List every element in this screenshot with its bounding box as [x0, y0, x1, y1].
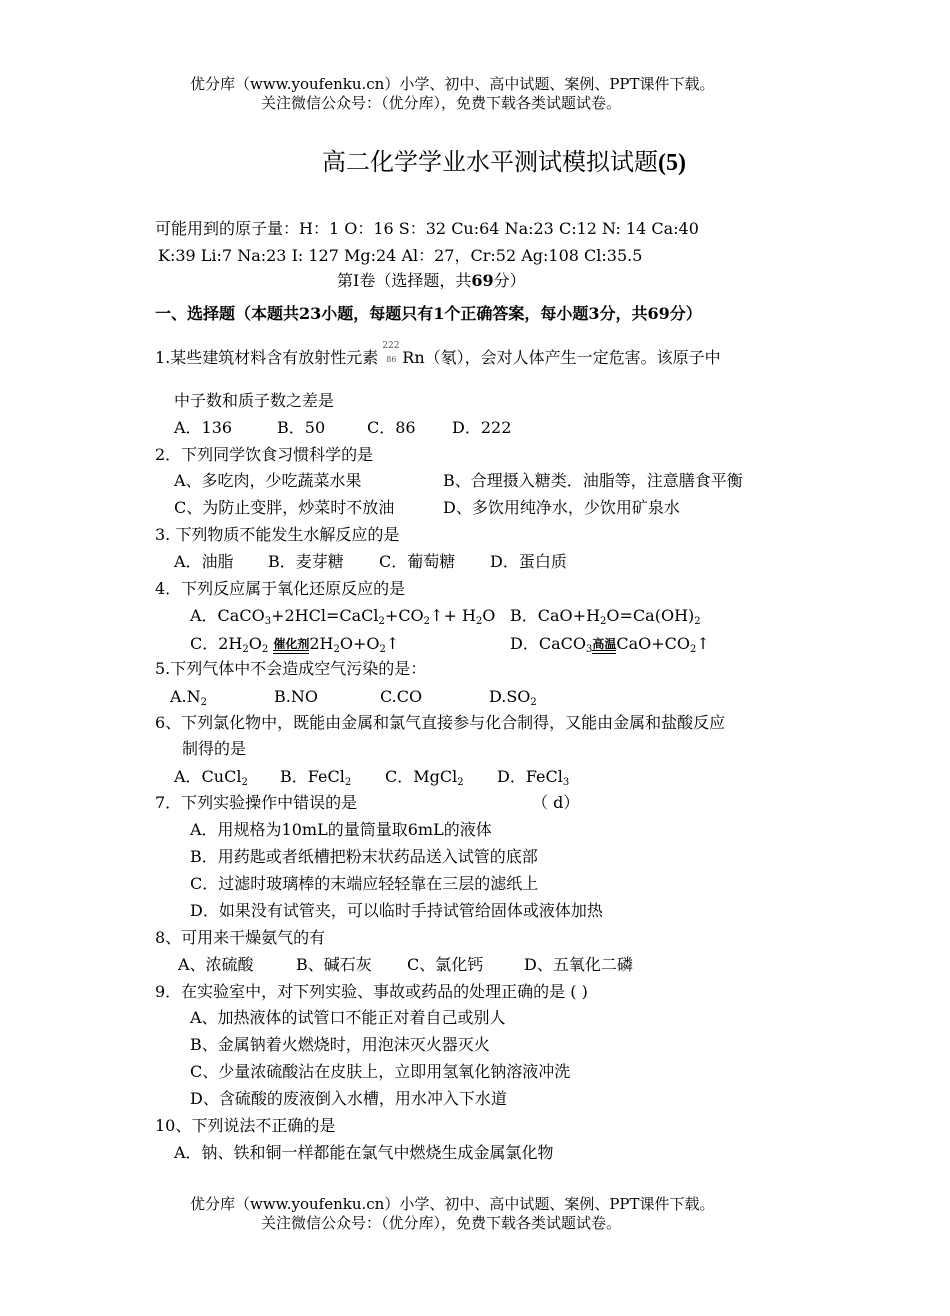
question-1-options — [174, 418, 511, 438]
question-4-option-d[interactable]: D．CaCO$_3$ 高温 $CaO+CO_2↑$ — [510, 634, 710, 655]
section-heading: 一、选择题（本题共23小题，每题只有1个正确答案，每小题3分，共69分） — [155, 304, 702, 323]
question-4-option-a[interactable]: A．$CaCO_3+2HCl=CaCl_2+CO_2↑+ H_2O$ — [190, 606, 496, 627]
question-2-option-c[interactable]: C、为防止变胖，炒菜时不放油 — [174, 498, 395, 517]
question-10-stem: 10、下列说法不正确的是 — [155, 1116, 336, 1135]
question-9-option-a[interactable]: A、加热液体的试管口不能正对着自己或别人 — [190, 1008, 506, 1027]
question-7-option-c[interactable]: C．过滤时玻璃棒的末端应轻轻靠在三层的滤纸上 — [190, 874, 539, 893]
option[interactable]: A．136 — [174, 418, 233, 437]
question-9-stem: 9．在实验室中，对下列实验、事故或药品的处理正确的是 ( ) — [155, 982, 588, 1001]
volume-heading: 第Ⅰ卷（选择题，共69分） — [337, 271, 526, 290]
option[interactable]: A、浓硫酸 — [178, 955, 254, 974]
option[interactable]: C．葡萄糖 — [379, 552, 456, 571]
question-2-option-d[interactable]: D、多饮用纯净水，少饮用矿泉水 — [443, 498, 680, 517]
footer-line-2: 关注微信公众号：（优分库），免费下载各类试题试卷。 — [261, 1214, 622, 1232]
question-3-options — [174, 552, 567, 572]
question-10-option-a[interactable]: A．钠、铁和铜一样都能在氯气中燃烧生成金属氯化物 — [174, 1143, 554, 1162]
question-9-option-d[interactable]: D、含硫酸的废液倒入水槽，用水冲入下水道 — [190, 1089, 507, 1108]
question-3-stem: 3. 下列物质不能发生水解反应的是 — [155, 525, 400, 544]
question-2-stem: 2．下列同学饮食习惯科学的是 — [155, 445, 374, 464]
option[interactable]: B．FeCl$_2$ — [280, 767, 352, 788]
header-line-2: 关注微信公众号：（优分库），免费下载各类试题试卷。 — [261, 94, 622, 112]
option[interactable]: A．CuCl$_2$ — [174, 767, 248, 788]
option[interactable]: C．86 — [367, 418, 416, 437]
option[interactable]: $A.N_2$ — [170, 687, 208, 708]
option[interactable]: B.NO — [274, 687, 318, 706]
option[interactable]: D、五氧化二磷 — [524, 955, 633, 974]
question-7-option-b[interactable]: B．用药匙或者纸槽把粉末状药品送入试管的底部 — [190, 847, 538, 866]
question-1-stem: 1.某些建筑材料含有放射性元素 222 86 Rn（氡），会对人体产生一定危害。该原子中 — [155, 341, 721, 367]
option[interactable]: $D.SO_2$ — [489, 687, 537, 708]
option[interactable]: D．蛋白质 — [490, 552, 567, 571]
atomic-masses-line-2: K:39 Li:7 Na:23 I: 127 Mg:24 Al：27，Cr:52 Ag:108 Cl:35.5 — [158, 246, 643, 265]
question-7-option-a[interactable]: A．用规格为10mL的量筒量取6mL的液体 — [190, 820, 492, 839]
question-7-option-d[interactable]: D．如果没有试管夹，可以临时手持试管给固体或液体加热 — [190, 901, 603, 920]
question-8-options — [178, 955, 633, 975]
question-5-stem: 5.下列气体中不会造成空气污染的是： — [155, 659, 427, 678]
footer-line-1: 优分库（www.youfenku.cn）小学、初中、高中试题、案例、PPT课件下载。 — [190, 1195, 715, 1213]
question-4-option-c[interactable]: C．$2H_2O_2$ 催化剂 $2H_2O+O_2↑$ — [190, 634, 400, 655]
question-4-option-b[interactable]: B．$CaO+H_2O=Ca(OH)_2$ — [510, 606, 701, 627]
atomic-masses-line-1: 可能用到的原子量：H：1 O：16 S：32 Cu:64 Na:23 C:12 N: 14 Ca:40 — [155, 219, 699, 238]
option[interactable]: D．FeCl$_3$ — [497, 767, 570, 788]
option[interactable]: B．50 — [277, 418, 326, 437]
question-9-option-b[interactable]: B、金属钠着火燃烧时，用泡沫灭火器灭火 — [190, 1035, 490, 1054]
option[interactable]: B、碱石灰 — [296, 955, 372, 974]
question-4-stem: 4．下列反应属于氧化还原反应的是 — [155, 579, 406, 598]
option[interactable]: C．MgCl$_2$ — [385, 767, 464, 788]
question-6-stem-cont: 制得的是 — [182, 739, 247, 758]
question-6-options — [174, 767, 569, 787]
header-line-1: 优分库（www.youfenku.cn）小学、初中、高中试题、案例、PPT课件下载。 — [190, 75, 715, 93]
option[interactable]: B．麦芽糖 — [268, 552, 344, 571]
reaction-condition: 高温 — [592, 638, 616, 654]
question-8-stem: 8、可用来干燥氨气的有 — [155, 928, 326, 947]
question-7-stem: 7．下列实验操作中错误的是 — [155, 793, 358, 812]
option[interactable]: C.CO — [380, 687, 423, 706]
option[interactable]: C、氯化钙 — [407, 955, 484, 974]
reaction-condition: 催化剂 — [273, 638, 309, 654]
nuclide-notation: 222 86 — [382, 341, 400, 364]
question-2-option-a[interactable]: A、多吃肉，少吃蔬菜水果 — [174, 471, 362, 490]
question-2-option-b[interactable]: B、合理摄入糖类．油脂等，注意膳食平衡 — [443, 471, 743, 490]
question-5-options — [170, 687, 537, 707]
question-1-stem-cont: 中子数和质子数之差是 — [174, 391, 335, 410]
question-7-answer: （ d） — [532, 793, 580, 812]
page-title: 高二化学学业水平测试模拟试题(5) — [322, 148, 686, 176]
question-9-option-c[interactable]: C、少量浓硫酸沾在皮肤上，立即用氢氧化钠溶液冲洗 — [190, 1062, 571, 1081]
option[interactable]: D．222 — [452, 418, 512, 437]
option[interactable]: A．油脂 — [174, 552, 234, 571]
question-6-stem: 6、下列氯化物中，既能由金属和氯气直接参与化合制得，又能由金属和盐酸反应 — [155, 713, 726, 732]
